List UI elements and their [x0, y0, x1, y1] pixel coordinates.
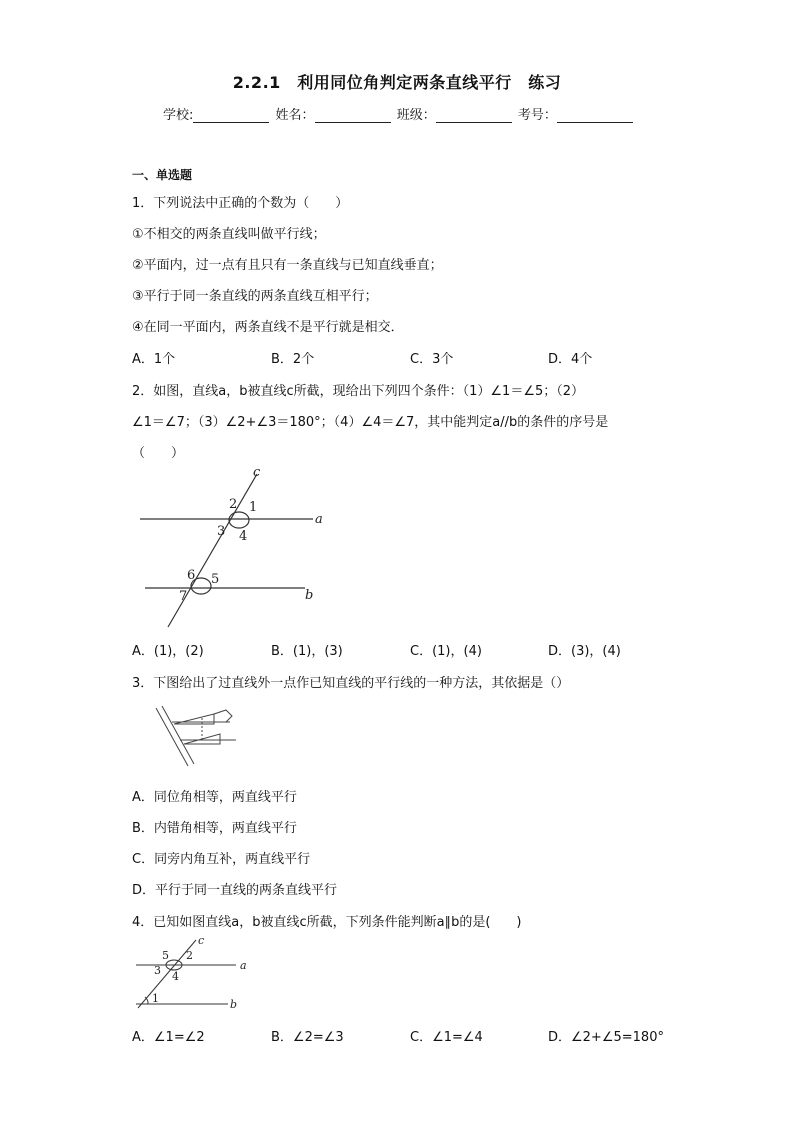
q4-label-2: 2 — [186, 949, 193, 962]
q2-label-1: 1 — [249, 500, 258, 515]
q2-label-7: 7 — [179, 589, 188, 604]
number-blank[interactable] — [557, 109, 633, 123]
q1-statement-1: ①不相交的两条直线叫做平行线； — [132, 227, 326, 242]
q2-label-5: 5 — [211, 572, 220, 587]
class-blank[interactable] — [436, 109, 512, 123]
school-label: 学校: — [163, 108, 194, 123]
student-info-row — [163, 104, 635, 123]
q2-label-3: 3 — [217, 524, 226, 539]
q2-option-b[interactable]: B．(1)，(3) — [271, 644, 343, 659]
section-title: 一、单选题 — [132, 168, 193, 182]
q4-label-3: 3 — [154, 964, 161, 977]
number-label: 考号： — [517, 108, 557, 123]
q1-option-b[interactable]: B．2个 — [271, 352, 315, 367]
name-blank[interactable] — [315, 109, 391, 123]
name-label: 姓名： — [275, 108, 315, 123]
q2-angle-arc-top — [229, 512, 249, 528]
q4-option-c[interactable]: C．∠1=∠4 — [410, 1030, 483, 1045]
q4-label-5: 5 — [162, 949, 169, 962]
q2-stem-line-3: （ ） — [132, 446, 185, 461]
q2-label-a: a — [315, 512, 323, 527]
q3-option-b[interactable]: B．内错角相等，两直线平行 — [132, 821, 297, 836]
page-title: 2.2.1 利用同位角判定两条直线平行 练习 — [232, 73, 562, 92]
q4-stem: 4．已知如图直线a，b被直线c所截，下列条件能判断a∥b的是( ) — [132, 915, 522, 930]
q3-hand-tab — [214, 710, 232, 722]
q1-statement-2: ②平面内，过一点有且只有一条直线与已知直线垂直； — [132, 258, 443, 273]
q2-option-a[interactable]: A．(1)，(2) — [132, 644, 204, 659]
q2-stem-line-1: 2．如图，直线a，b被直线c所截，现给出下列四个条件：（1）∠1＝∠5；（2） — [132, 384, 585, 399]
q4-option-a[interactable]: A．∠1=∠2 — [132, 1030, 205, 1045]
q1-option-d[interactable]: D．4个 — [548, 352, 593, 367]
q3-option-c[interactable]: C．同旁内角互补，两直线平行 — [132, 852, 311, 867]
q3-ruler-edge-2 — [162, 706, 194, 764]
q4-angle-1-arc — [145, 997, 148, 1004]
q2-figure — [135, 462, 335, 632]
q4-option-b[interactable]: B．∠2=∠3 — [271, 1030, 344, 1045]
q2-option-d[interactable]: D．(3)，(4) — [548, 644, 621, 659]
q2-stem-line-2: ∠1＝∠7；（3）∠2+∠3＝180°；（4）∠4＝∠7，其中能判定a//b的条件的序号是 — [132, 415, 609, 430]
q1-statement-4: ④在同一平面内，两条直线不是平行就是相交． — [132, 320, 404, 335]
q2-label-6: 6 — [187, 568, 196, 583]
q1-option-a[interactable]: A．1个 — [132, 352, 176, 367]
q3-ruler-edge-1 — [156, 708, 188, 766]
school-blank[interactable] — [193, 109, 269, 123]
q4-label-1: 1 — [152, 992, 159, 1005]
q4-figure — [132, 934, 252, 1014]
q3-stem: 3．下图给出了过直线外一点作已知直线的平行线的一种方法，其依据是（） — [132, 676, 570, 691]
q4-label-4: 4 — [172, 970, 179, 983]
q3-option-a[interactable]: A．同位角相等，两直线平行 — [132, 790, 297, 805]
q2-label-2: 2 — [229, 497, 238, 512]
q4-label-b: b — [230, 998, 238, 1011]
q2-label-4: 4 — [239, 529, 248, 544]
q2-label-c: c — [253, 465, 261, 480]
q1-option-c[interactable]: C．3个 — [410, 352, 454, 367]
q4-label-c: c — [198, 934, 205, 947]
q2-label-b: b — [305, 588, 314, 603]
q4-label-a: a — [240, 959, 247, 972]
q3-option-d[interactable]: D．平行于同一直线的两条直线平行 — [132, 883, 338, 898]
q1-stem: 1．下列说法中正确的个数为（ ） — [132, 196, 349, 211]
q1-statement-3: ③平行于同一条直线的两条直线互相平行； — [132, 289, 378, 304]
q2-line-c — [168, 474, 257, 627]
q3-figure-set-square-ruler — [150, 700, 240, 770]
q4-option-d[interactable]: D．∠2+∠5=180° — [548, 1030, 664, 1045]
q2-option-c[interactable]: C．(1)，(4) — [410, 644, 482, 659]
class-label: 班级： — [396, 108, 436, 123]
